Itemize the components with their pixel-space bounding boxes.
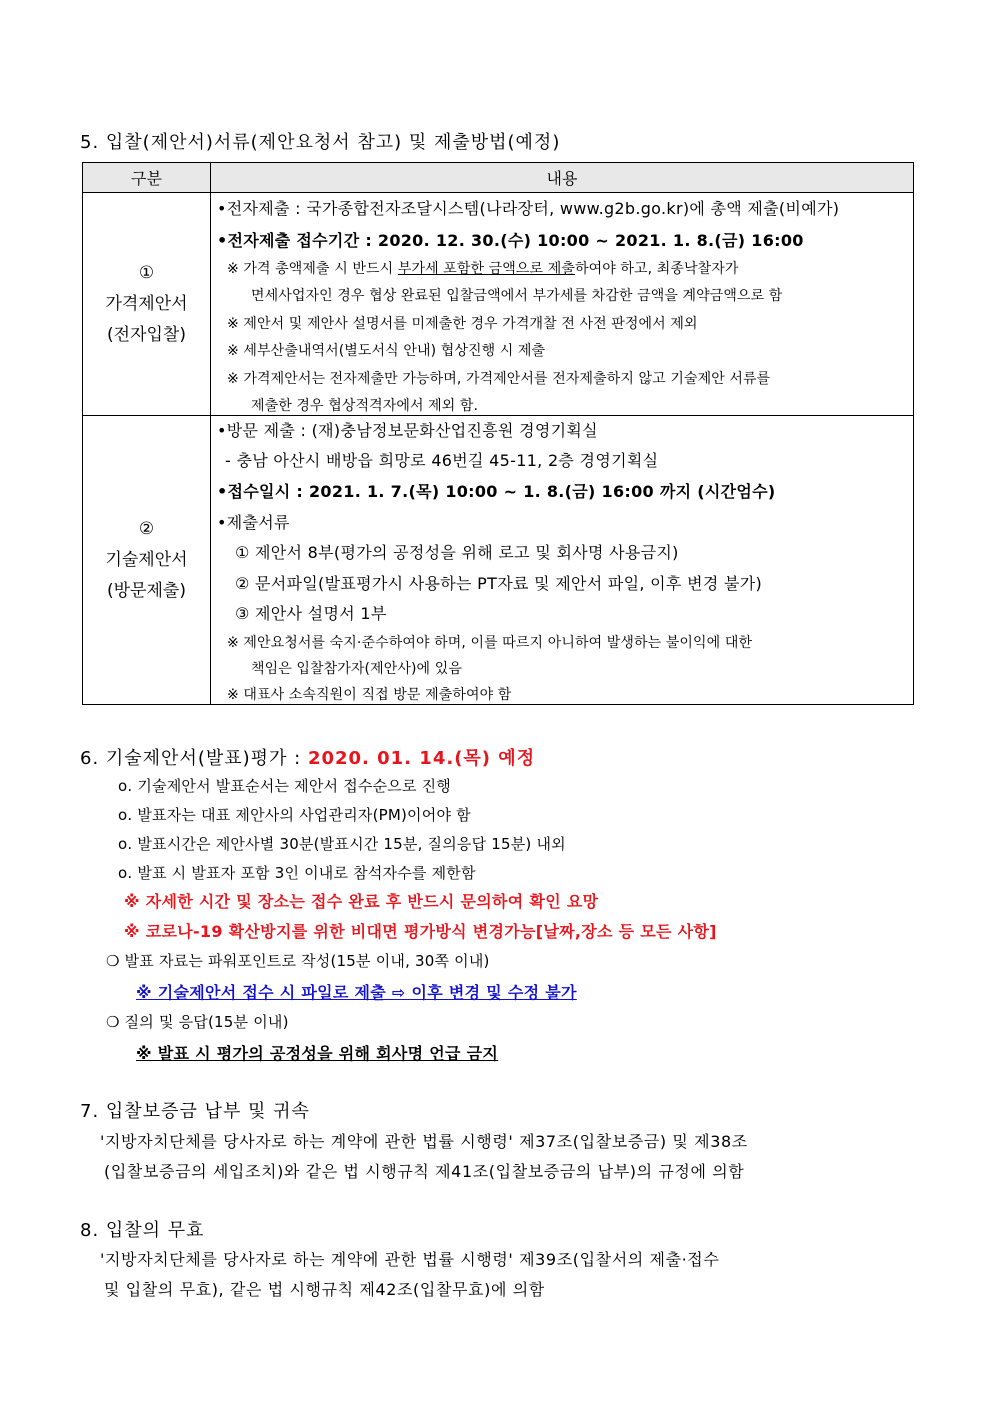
row2-note-2: ※ 대표사 소속직원이 직접 방문 제출하여야 함 [227,687,512,703]
row2-note-1: ※ 제안요청서를 숙지·준수하여야 하며, 이를 따르지 아니하여 발생하는 불이익에 대한 [227,635,753,651]
row2-doc-2: ② 문서파일(발표평가시 사용하는 PT자료 및 제안서 파일, 이후 변경 불가) [235,574,763,593]
section6-title: 6. 기술제안서(발표)평가 : 2020. 01. 14.(목) 예정 [80,748,536,769]
section7-title: 7. 입찰보증금 납부 및 귀속 [80,1101,310,1122]
row2-sub: (방문제출) [107,580,186,601]
section8-line-1: '지방자치단체를 당사자로 하는 계약에 관한 법률 시행령' 제39조(입찰서의 제출·접수 [100,1250,720,1269]
submission-table [82,162,914,705]
row2-address: - 충남 아산시 배방읍 희망로 46번길 45-11, 2층 경영기획실 [225,451,659,470]
section7-line-1: '지방자치단체를 당사자로 하는 계약에 관한 법률 시행령' 제37조(입찰보증금) 및 제38조 [100,1132,748,1151]
row2-number: ② [138,518,155,539]
row1-line-2: •전자제출 접수기간 : 2020. 12. 30.(수) 10:00 ~ 2021. 1. 8.(금) 16:00 [217,231,804,250]
row1-number: ① [138,262,155,283]
section5-title: 5. 입찰(제안서)서류(제안요청서 참고) 및 제출방법(예정) [80,132,561,153]
table-row [83,416,914,705]
section8-title: 8. 입찰의 무효 [80,1220,205,1241]
list-item: ο. 발표시간은 제안사별 30분(발표시간 15분, 질의응답 15분) 내외 [118,835,566,853]
row1-sub: (전자입찰) [107,324,186,345]
row2-docs-title: •제출서류 [217,513,290,532]
table-row [83,193,914,416]
row2-category [83,416,211,705]
row2-note-1-cont: 책임은 입찰참가자(제안사)에 있음 [251,661,462,677]
row1-line-1: •전자제출 : 국가종합전자조달시스템(나라장터, www.g2b.go.kr)에 총액 제출(비예가) [217,199,840,218]
row1-category [83,193,211,416]
row1-note-3: ※ 세부산출내역서(별도서식 안내) 협상진행 시 제출 [227,343,546,359]
note-file-submission: ※ 기술제안서 접수 시 파일로 제출 ⇨ 이후 변경 및 수정 불가 [136,983,577,1002]
bullet-presentation: ❍ 발표 자료는 파워포인트로 작성(15분 이내, 30쪽 이내) [106,952,490,970]
row1-content [211,193,914,416]
row2-doc-3: ③ 제안사 설명서 1부 [235,604,387,623]
row1-note-1: ※ 가격 총액제출 시 반드시 부가세 포함한 금액으로 제출하여야 하고, 최종낙찰자가 [227,261,739,277]
table-header-category: 구분 [83,163,211,193]
section7-line-2: (입찰보증금의 세입조치)와 같은 법 시행규칙 제41조(입찰보증금의 납부)의 규정에 의함 [104,1162,745,1181]
row1-note-4: ※ 가격제안서는 전자제출만 가능하며, 가격제안서를 전자제출하지 않고 기술제안 서류를 [227,371,771,387]
row2-visit: •방문 제출 : (재)충남정보문화산업진흥원 경영기획실 [217,421,598,440]
note-company-name: ※ 발표 시 평가의 공정성을 위해 회사명 언급 금지 [136,1044,499,1063]
section8-line-2: 및 입찰의 무효), 같은 법 시행규칙 제42조(입찰무효)에 의함 [104,1280,545,1299]
warning-schedule: ※ 자세한 시간 및 장소는 접수 완료 후 반드시 문의하여 확인 요망 [124,892,599,911]
row2-period: •접수일시 : 2021. 1. 7.(목) 10:00 ~ 1. 8.(금) 16:00 까지 (시간엄수) [217,482,776,501]
list-item: ο. 발표자는 대표 제안사의 사업관리자(PM)이어야 함 [118,806,471,824]
list-item: ο. 발표 시 발표자 포함 3인 이내로 참석자수를 제한함 [118,864,476,882]
warning-covid: ※ 코로나-19 확산방지를 위한 비대면 평가방식 변경가능[날짜,장소 등 모든 사항] [124,922,717,941]
row1-name: 가격제안서 [105,293,188,314]
row2-name: 기술제안서 [105,549,188,570]
row1-note-2: ※ 제안서 및 제안사 설명서를 미제출한 경우 가격개찰 전 사전 판정에서 제외 [227,316,698,332]
table-header-content: 내용 [211,163,914,193]
row1-note-1-cont: 면세사업자인 경우 협상 완료된 입찰금액에서 부가세를 차감한 금액을 계약금액으로 함 [251,288,783,304]
row2-doc-1: ① 제안서 8부(평가의 공정성을 위해 로고 및 회사명 사용금지) [235,543,679,562]
bullet-qa: ❍ 질의 및 응답(15분 이내) [106,1013,289,1031]
row1-note-4-cont: 제출한 경우 협상적격자에서 제외 함. [251,398,479,414]
row2-content [211,416,914,705]
list-item: ο. 기술제안서 발표순서는 제안서 접수순으로 진행 [118,777,451,795]
